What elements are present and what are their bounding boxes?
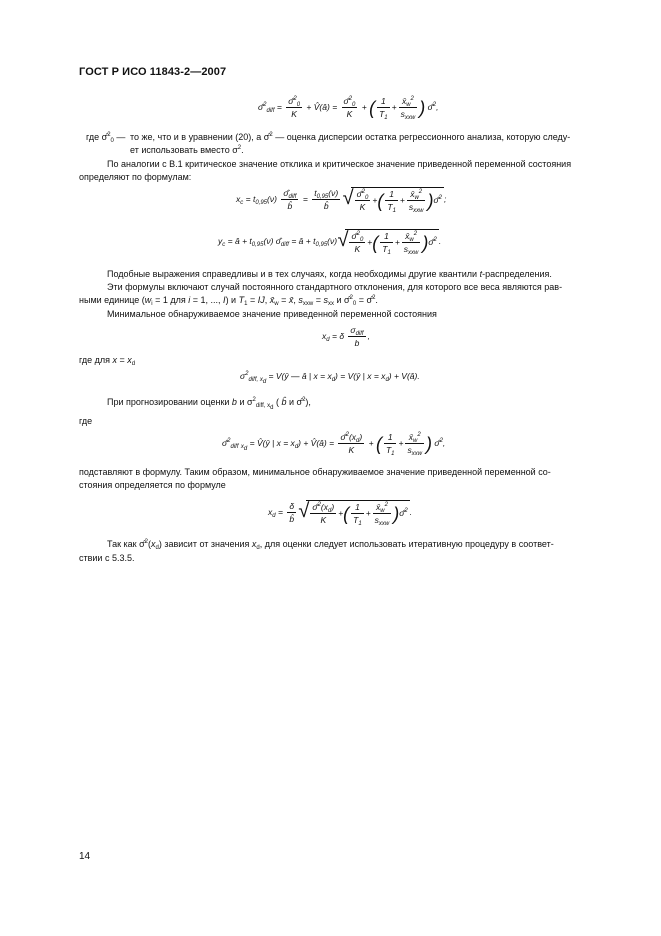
paragraph-2-line1: Подобные выражения справедливы и в тех случаях, когда необходимы другие квантили t-распределения. [107,269,552,279]
paragraph-2-line3: ными единице ($w_i = 1$ для i = 1, ..., I) и $T_1$ = IJ, $x̄_w$ = x̄, $s_{xxw} = s_{xx}$ и σ̂$^2_0$ = σ̂$^2$. [79,295,378,307]
equation-xd: $x_d = \delta$ $\frac{\sigma_{diff}}{b}$ , [322,325,370,348]
equation-xc: $x_c = t_{0,95}(\nu)$ $\frac{\sigmâ_{diff}}{b̂}$ = $\frac{t_{0,95}(\nu)}{b̂}$ √ $\frac{\sigmâ^2_0}{K}$ +( $\frac{1}{T_1}$ + $\frac{x̄_w^2}{s_{xxw}}$ )σ̂$^2$ ; [236,187,446,212]
equation-yc: $y_c$ = â + $t_{0,95}(\nu)$ $\sigmâ_{diff}$ = â + $t_{0,95}(\nu)$ √ $\frac{\sigmâ^2_0}{K}$ +( $\frac{1}{T_1}$ + $\frac{x̄_w^2}{s_{xxw}}$ )σ̂$^2$ . [218,229,441,254]
paragraph-6-line2: ствии с 5.3.5. [79,553,135,563]
equation-xd-final: $x_d$ = $\frac{\delta}{b̂}$ √ $\frac{\sigmâ^2(x_d)}{K}$ +( $\frac{1}{T_1}$ + $\frac{x̄_w^2}{s_{xxw}}$ )σ̂$^2$ . [268,500,412,525]
paragraph-3: Минимальное обнаруживаемое значение приведенной переменной состояния [107,309,437,319]
where-clause-3: где [79,416,93,426]
paragraph-4: При прогнозировании оценки b и $\sigma^2_{diff, x_d}$ ( b̂ и σ̂$^2$), [107,397,311,411]
paragraph-6-line1: Так как $\sigmâ^2(x_d)$ зависит от значения $x_d$, для оценки следует использовать итеративную процедуру в соответ- [107,539,554,551]
document-header: ГОСТ Р ИСО 11843-2—2007 [79,66,227,78]
equation-sigma-hat-diff-xd: σ̂$^2_{diff}$ $_{x_d}$ = V̂(ȳ | $x = x_d$) + V̂(â) = $\frac{\sigmâ^2(x_d)}{K}$ + ( $\frac{1}{T_1}$ + $\frac{x̄_w^2}{s_{xxw}}$ ) σ̂$^2$, [222,432,446,457]
paragraph-5-line2: стояния определяется по формуле [79,480,226,490]
where-clause-1-line2: ет использовать вместо $\sigma^2$. [130,145,244,155]
where-clause-2: где для $x = x_d$ [79,355,136,367]
paragraph-1-line1: По аналогии с В.1 критическое значение отклика и критическое значение приведенной переменной состояния [107,159,572,169]
where-clause-1-line1: то же, что и в уравнении (20), а σ̂$^2$ — оценка дисперсии остатка регрессионного анализа, которую следу- [130,132,571,142]
paragraph-5-line1: подставляют в формулу. Таким образом, минимальное обнаруживаемое значение приведенной переменной со- [79,467,551,477]
equation-sigma-diff: σ̂$^2_{diff}$ = $\frac{\sigmâ^2_0}{K}$ + V̂(â) = $\frac{\sigmâ^2_0}{K}$ + ( $\frac{1}{T_1}$ + $\frac{x̄_w^2}{s_{xxw}}$ ) σ̂$^2$, [258,96,439,121]
equation-sigma-diff-xd: $\sigma^2_{diff, x_d}$ = V(ȳ — â | $x = x_d$) = V(ȳ | $x = x_d$) + V(â). [240,371,420,385]
paragraph-1-line2: определяют по формулам: [79,172,192,182]
where-clause-1: где σ̂$^2_0$ — [86,132,126,144]
page-number: 14 [79,851,91,862]
paragraph-2-line2: Эти формулы включают случай постоянного стандартного отклонения, для которого все веса являются рав- [107,282,563,292]
